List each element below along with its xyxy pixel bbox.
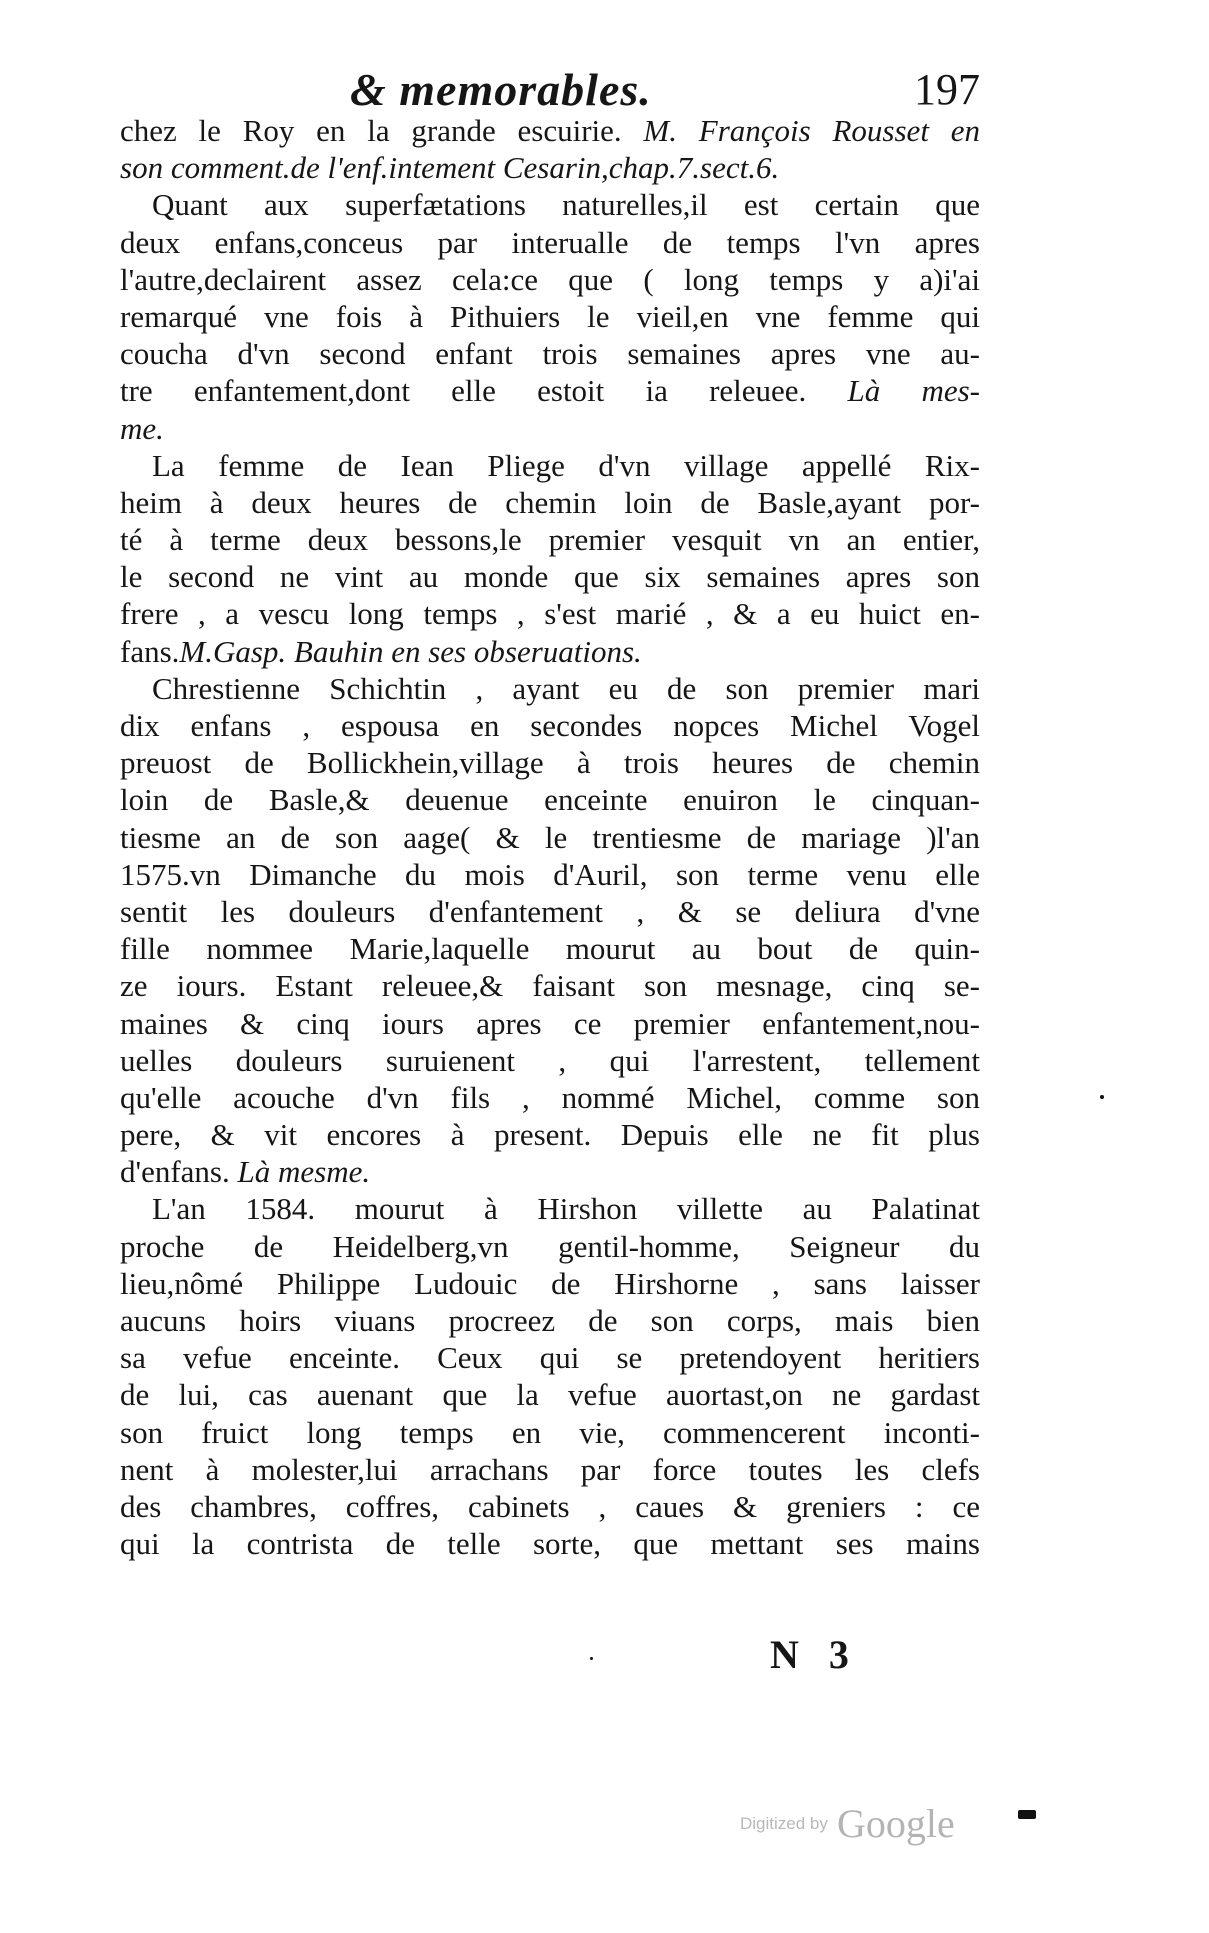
roman-text: uelles douleurs suruienent , qui l'arrestent, tellement [120, 1042, 980, 1078]
ink-speck [1018, 1810, 1036, 1819]
roman-text: frere , a vescu long temps , s'est marié , & a eu huict en- [120, 596, 980, 632]
italic-citation: me. [120, 410, 164, 446]
text-line [120, 298, 980, 335]
text-line [120, 1228, 980, 1265]
text-line [120, 893, 980, 930]
text-line [120, 1153, 980, 1190]
roman-text: La femme de Iean Pliege d'vn village appellé Rix- [152, 447, 980, 483]
text-line [120, 1302, 980, 1339]
roman-text: proche de Heidelberg,vn gentil-homme, Seigneur du [120, 1228, 980, 1264]
roman-text: lieu,nômé Philippe Ludouic de Hirshorne , sans laisser [120, 1265, 980, 1301]
text-line [120, 1488, 980, 1525]
text-line [120, 335, 980, 372]
roman-text: heim à deux heures de chemin loin de Basle,ayant por- [120, 484, 980, 520]
roman-text: 1575.vn Dimanche du mois d'Auril, son terme venu elle [120, 856, 980, 892]
roman-text: sa vefue enceinte. Ceux qui se pretendoyent heritiers [120, 1340, 980, 1376]
page-header [120, 60, 980, 120]
italic-citation: M. François Rousset en [643, 113, 980, 148]
roman-text: qu'elle acouche d'vn fils , nommé Michel, comme son [120, 1079, 980, 1115]
text-line [120, 819, 980, 856]
text-block [120, 112, 980, 1562]
watermark-prefix: Digitized by [740, 1813, 828, 1833]
roman-text: son fruict long temps en vie, commencerent inconti- [120, 1414, 980, 1450]
italic-citation: Là mes- [847, 373, 980, 409]
roman-text: tre enfantement,dont elle estoit ia releuee. [120, 373, 848, 409]
roman-text: fans. [120, 633, 180, 669]
roman-text: loin de Basle,& deuenue enceinte enuiron le cinquan- [120, 782, 980, 818]
roman-text: tiesme an de son aage( & le trentiesme de mariage )l'an [120, 819, 980, 855]
text-line [120, 1414, 980, 1451]
text-line [120, 1005, 980, 1042]
text-line [120, 149, 980, 186]
text-line [120, 930, 980, 967]
text-line [120, 186, 980, 223]
text-line [120, 1265, 980, 1302]
roman-text: remarqué vne fois à Pithuiers le vieil,en vne femme qui [120, 298, 980, 334]
text-line [120, 484, 980, 521]
text-line [120, 1339, 980, 1376]
text-line [120, 1042, 980, 1079]
roman-text: l'autre,declairent assez cela:ce que ( long temps y a)i'ai [120, 261, 980, 297]
google-logo: Google [836, 1801, 955, 1846]
roman-text: coucha d'vn second enfant trois semaines apres vne au- [120, 336, 980, 372]
text-line [120, 558, 980, 595]
running-head: & memorables. [350, 64, 652, 115]
roman-text: le second ne vint au monde que six semaines apres son [120, 559, 980, 595]
roman-text: nent à molester,lui arrachans par force toutes les clefs [120, 1451, 980, 1487]
roman-text: preuost de Bollickhein,village à trois heures de chemin [120, 745, 980, 781]
text-line [120, 856, 980, 893]
text-line [120, 707, 980, 744]
roman-text: d'enfans. [120, 1154, 238, 1190]
roman-text: aucuns hoirs viuans procreez de son corps, mais bien [120, 1303, 980, 1338]
roman-text: de lui, cas auenant que la vefue auortast,on ne gardast [120, 1377, 980, 1413]
text-line [120, 744, 980, 781]
roman-text: qui la contrista de telle sorte, que mettant ses mains [120, 1526, 980, 1562]
text-line [120, 112, 980, 149]
text-line [120, 224, 980, 261]
ink-speck [590, 1657, 593, 1660]
roman-text: deux enfans,conceus par interualle de temps l'vn apres [120, 224, 980, 260]
roman-text: L'an 1584. mourut à Hirshon villette au Palatinat [152, 1191, 980, 1227]
roman-text: dix enfans , espousa en secondes nopces Michel Vogel [120, 708, 980, 743]
text-line [120, 967, 980, 1004]
text-line [120, 1451, 980, 1488]
roman-text: Chrestienne Schichtin , ayant eu de son premier mari [152, 670, 980, 706]
roman-text: maines & cinq iours apres ce premier enfantement,nou- [120, 1005, 980, 1041]
text-line [120, 372, 980, 409]
text-line [120, 1190, 980, 1227]
roman-text: té à terme deux bessons,le premier vesquit vn an entier, [120, 522, 980, 558]
roman-text: des chambres, coffres, cabinets , caues & greniers : ce [120, 1488, 980, 1524]
text-line [120, 1079, 980, 1116]
italic-citation: M.Gasp. Bauhin en ses obseruations. [179, 633, 642, 669]
text-line [120, 447, 980, 484]
italic-citation: Là mesme. [237, 1154, 371, 1190]
text-line [120, 1525, 980, 1562]
roman-text: chez le Roy en la grande escuirie. [120, 113, 644, 148]
roman-text: Quant aux superfætations naturelles,il est certain que [152, 187, 980, 223]
text-line [120, 521, 980, 558]
page-number: 197 [914, 65, 980, 114]
text-line [120, 595, 980, 632]
text-line [120, 1376, 980, 1413]
digitization-watermark [740, 1800, 955, 1850]
roman-text: ze iours. Estant releuee,& faisant son mesnage, cinq se- [120, 968, 980, 1004]
ink-speck [1100, 1095, 1104, 1099]
italic-citation: son comment.de l'enf.intement Cesarin,chap.7.sect.6. [120, 150, 780, 186]
text-line [120, 261, 980, 298]
text-line [120, 1116, 980, 1153]
roman-text: pere, & vit encores à present. Depuis elle ne fit plus [120, 1117, 980, 1153]
signature-mark: N 3 [770, 1632, 859, 1677]
roman-text: fille nommee Marie,laquelle mourut au bout de quin- [120, 931, 980, 967]
roman-text: sentit les douleurs d'enfantement , & se deliura d'vne [120, 893, 980, 929]
text-line [120, 781, 980, 818]
text-line [120, 410, 980, 447]
text-line [120, 670, 980, 707]
text-line [120, 633, 980, 670]
